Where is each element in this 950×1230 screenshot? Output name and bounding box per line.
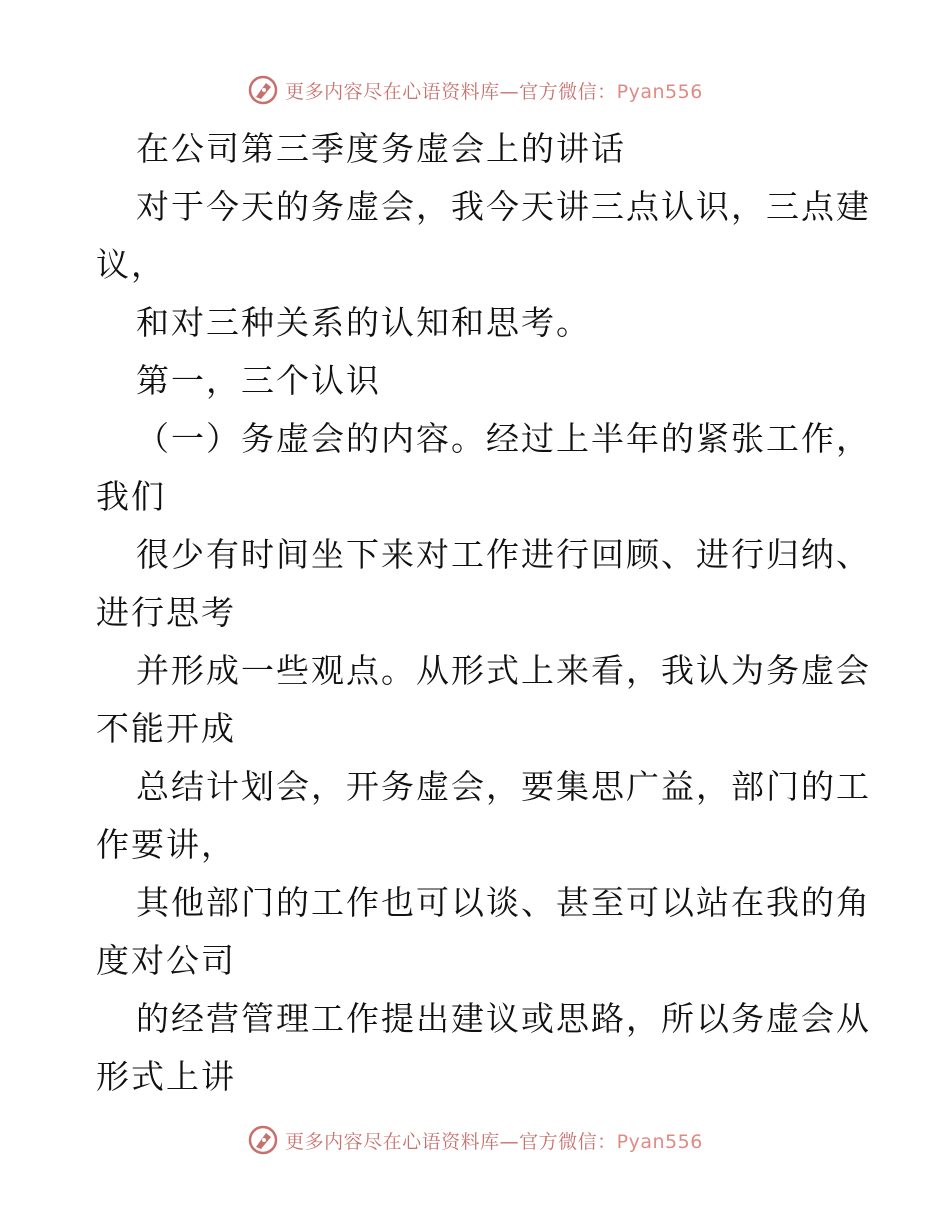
text-line: 和对三种关系的认知和思考。	[136, 303, 591, 342]
text-line: （一）务虚会的内容。经过上半年的紧张工作，	[136, 419, 871, 458]
text-line: 进行思考	[96, 593, 236, 632]
text-line: 形式上讲	[96, 1057, 236, 1096]
text-line: 很少有时间坐下来对工作进行回顾、进行归纳、	[136, 535, 871, 574]
text-line: 议，	[96, 245, 166, 284]
text-line: 在公司第三季度务虚会上的讲话	[136, 129, 626, 168]
text-line: 不能开成	[96, 709, 236, 748]
banner-text: 更多内容尽在心语资料库—官方微信：Pyan556	[285, 80, 703, 103]
text-line: 第一，三个认识	[136, 361, 381, 400]
text-line: 对于今天的务虚会，我今天讲三点认识，三点建	[136, 187, 871, 226]
text-line: 我们	[96, 477, 166, 516]
text-line: 的经营管理工作提出建议或思路，所以务虚会从	[136, 999, 871, 1038]
text-line: 度对公司	[96, 941, 236, 980]
text-line: 总结计划会，开务虚会，要集思广益，部门的工	[136, 767, 871, 806]
text-line: 其他部门的工作也可以谈、甚至可以站在我的角	[136, 883, 871, 922]
text-line: 并形成一些观点。从形式上来看，我认为务虚会	[136, 651, 871, 690]
banner-text: 更多内容尽在心语资料库—官方微信：Pyan556	[285, 1130, 703, 1153]
document-body	[96, 120, 871, 1106]
footer-banner	[0, 1120, 950, 1160]
header-banner	[0, 70, 950, 110]
text-line: 作要讲，	[96, 825, 236, 864]
pen-nib-logo-icon	[247, 74, 279, 106]
pen-nib-logo-icon	[247, 1124, 279, 1156]
